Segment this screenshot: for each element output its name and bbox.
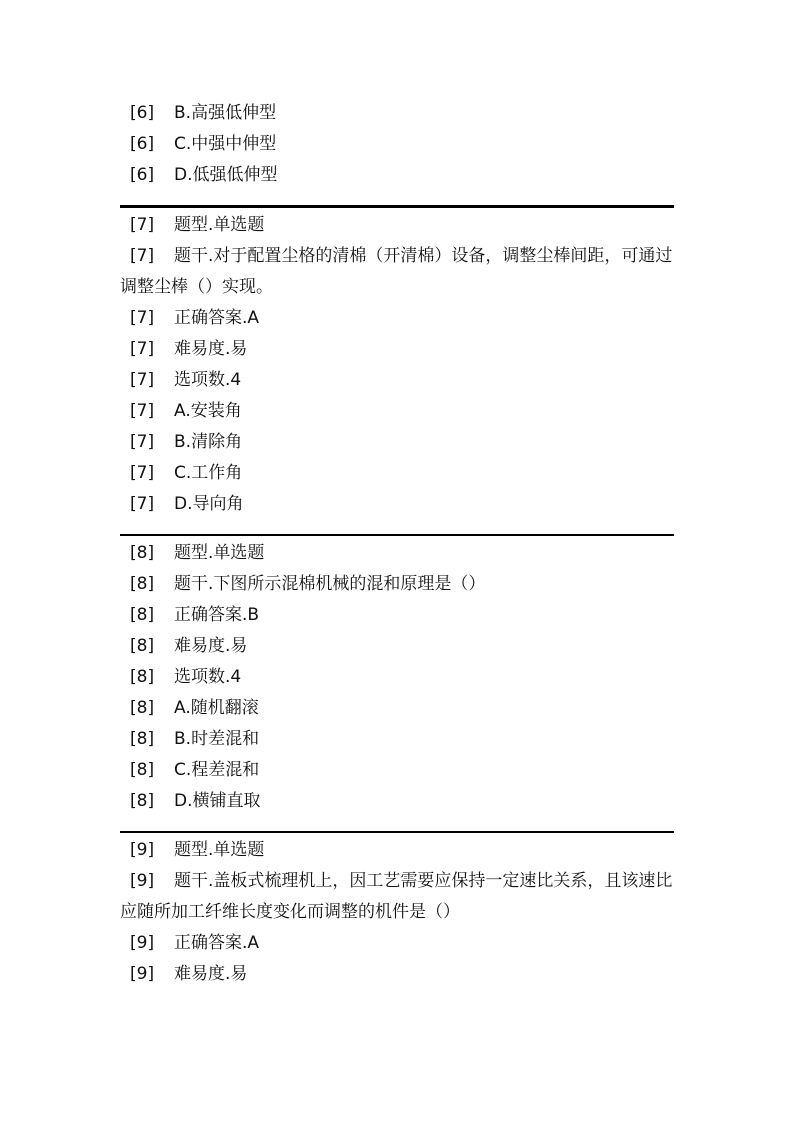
question-text: D.低强低伸型 (174, 165, 278, 185)
question-line (120, 959, 674, 990)
option-line (120, 755, 674, 786)
question-number: [8] (130, 667, 155, 687)
question-number: [8] (130, 574, 155, 594)
question-text: 题干.对于配置尘格的清棉（开清棉）设备，调整尘棒间距，可通过调整尘棒（）实现。 (120, 246, 673, 297)
option-line (120, 693, 674, 724)
question-text: B.高强低伸型 (174, 103, 277, 123)
question-9 (120, 835, 674, 990)
question-stem (120, 241, 674, 303)
question-number: [7] (130, 339, 155, 359)
option-a: A.随机翻滚 (174, 698, 259, 718)
question-number: [6] (130, 103, 155, 123)
question-number: [8] (130, 760, 155, 780)
option-b: B.时差混和 (174, 729, 260, 749)
option-line (120, 427, 674, 458)
question-text: C.中强中伸型 (174, 134, 277, 154)
question-number: [7] (130, 401, 155, 421)
question-number: [8] (130, 636, 155, 656)
option-c: C.程差混和 (174, 760, 260, 780)
question-text: 题型.单选题 (174, 543, 265, 563)
option-line (120, 786, 674, 817)
document-content (120, 98, 674, 990)
question-line (120, 334, 674, 365)
question-number: [7] (130, 432, 155, 452)
option-line (120, 489, 674, 520)
question-number: [9] (130, 933, 155, 953)
question-stem (120, 866, 674, 928)
divider-rule (120, 534, 674, 536)
question-number: [7] (130, 370, 155, 390)
question-number: [8] (130, 729, 155, 749)
correct-answer: 正确答案.A (174, 933, 260, 953)
question-line (120, 835, 674, 866)
question-line (120, 365, 674, 396)
question-number: [6] (130, 134, 155, 154)
divider-rule (120, 205, 674, 208)
question-line (120, 210, 674, 241)
question-line (120, 928, 674, 959)
correct-answer: 正确答案.A (174, 308, 260, 328)
option-line (120, 396, 674, 427)
question-text: 题型.单选题 (174, 215, 265, 235)
question-line (120, 538, 674, 569)
question-7 (120, 210, 674, 520)
question-text: 题干.盖板式梳理机上，因工艺需要应保持一定速比关系，且该速比应随所加工纤维长度变化而调整的机件是（） (120, 871, 673, 922)
option-count: 选项数.4 (174, 667, 242, 687)
question-text: 题型.单选题 (174, 840, 265, 860)
correct-answer: 正确答案.B (174, 605, 260, 625)
option-b: B.清除角 (174, 432, 243, 452)
question-number: [7] (130, 246, 155, 266)
question-text: 题干.下图所示混棉机械的混和原理是（） (174, 574, 486, 594)
question-number: [7] (130, 308, 155, 328)
divider-rule (120, 831, 674, 833)
question-number: [8] (130, 698, 155, 718)
question-number: [7] (130, 463, 155, 483)
question-line (120, 160, 674, 191)
question-number: [8] (130, 791, 155, 811)
option-line (120, 458, 674, 489)
difficulty: 难易度.易 (174, 964, 248, 984)
question-number: [6] (130, 165, 155, 185)
question-8 (120, 538, 674, 817)
question-number: [9] (130, 871, 155, 891)
question-number: [8] (130, 543, 155, 563)
option-a: A.安装角 (174, 401, 242, 421)
question-line (120, 129, 674, 160)
question-stem (120, 569, 674, 600)
question-number: [7] (130, 494, 155, 514)
question-line (120, 600, 674, 631)
option-d: D.横铺直取 (174, 791, 261, 811)
difficulty: 难易度.易 (174, 636, 248, 656)
question-number: [9] (130, 964, 155, 984)
question-line (120, 662, 674, 693)
option-c: C.工作角 (174, 463, 243, 483)
option-d: D.导向角 (174, 494, 244, 514)
question-line (120, 98, 674, 129)
difficulty: 难易度.易 (174, 339, 248, 359)
question-line (120, 303, 674, 334)
question-number: [8] (130, 605, 155, 625)
option-line (120, 724, 674, 755)
question-6-tail (120, 98, 674, 191)
question-line (120, 631, 674, 662)
question-number: [7] (130, 215, 155, 235)
option-count: 选项数.4 (174, 370, 242, 390)
question-number: [9] (130, 840, 155, 860)
